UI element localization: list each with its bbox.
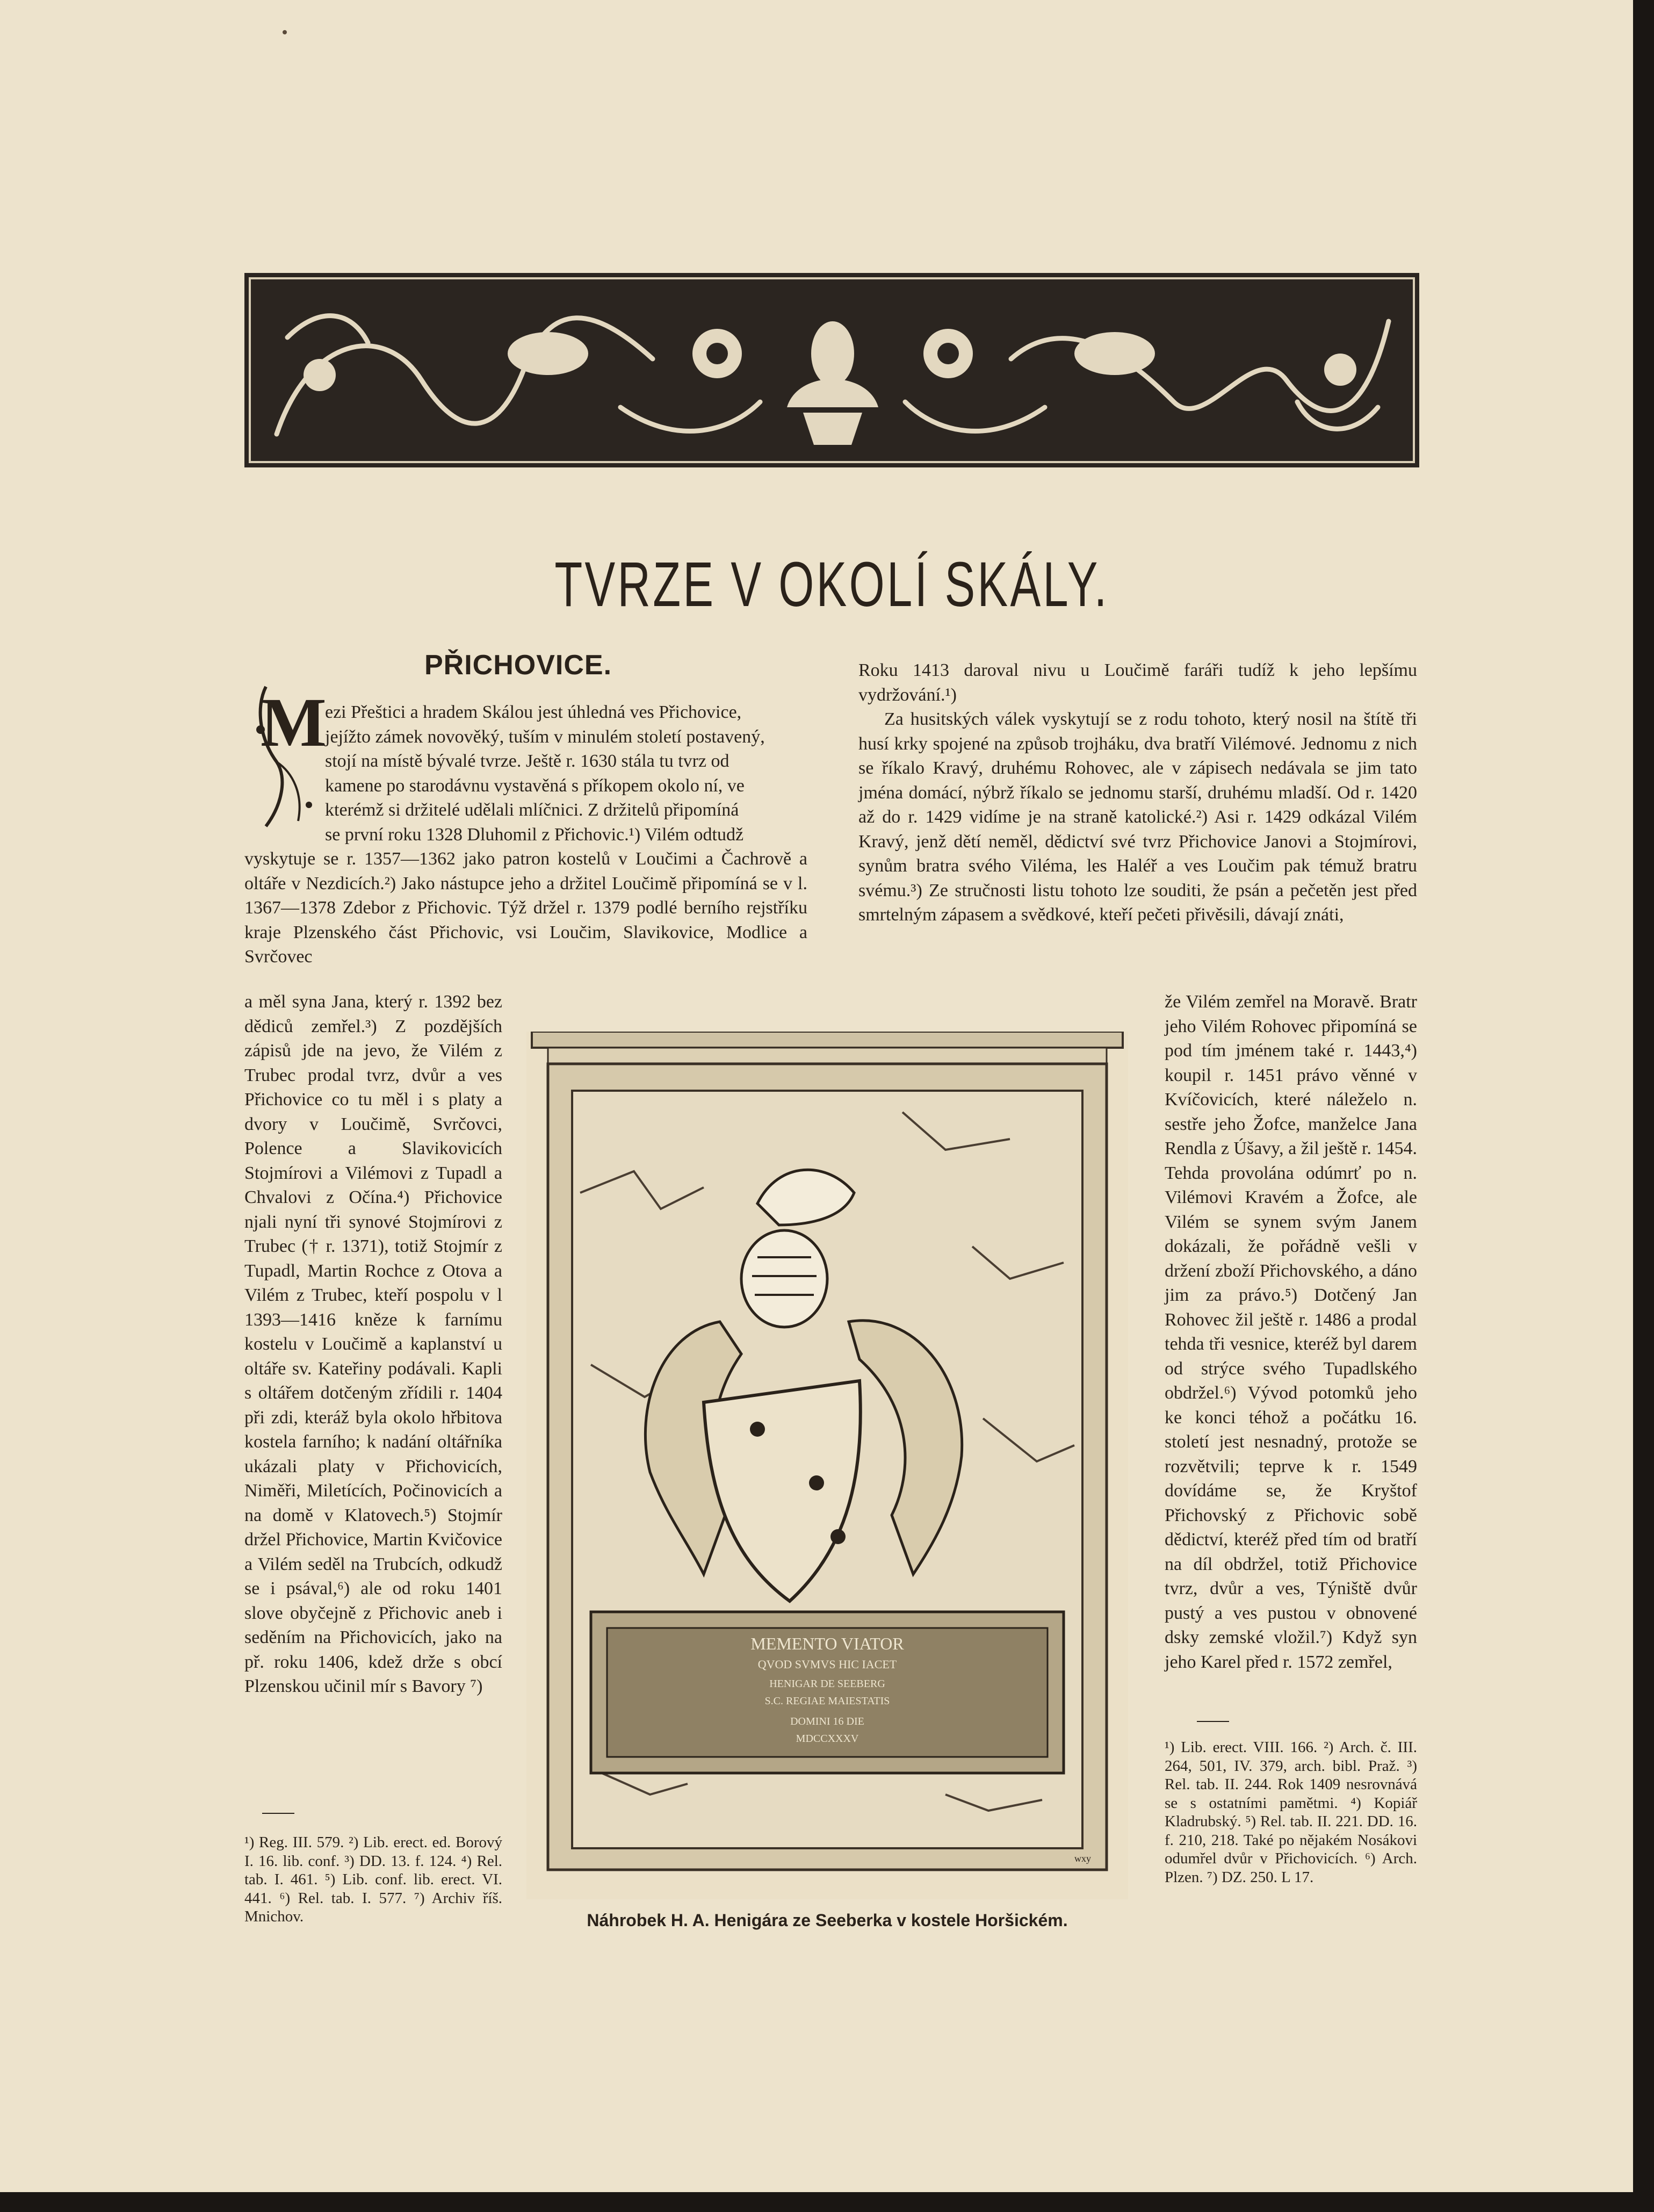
indented-line: stojí na místě bývalé tvrze. Ještě r. 1630 stála tu tvrz od bbox=[325, 751, 730, 771]
indented-line: ezi Přeštici a hradem Skálou jest úhledná ves Přichovice, bbox=[325, 702, 742, 722]
right-column-top bbox=[858, 658, 1417, 927]
inscription-line: S.C. REGIAE MAIESTATIS bbox=[764, 1695, 890, 1707]
left-column-narrow bbox=[244, 990, 502, 1699]
ornamental-header-banner bbox=[244, 273, 1419, 467]
artist-signature: wxy bbox=[1074, 1853, 1091, 1864]
inscription-line: HENIGAR DE SEEBERG bbox=[769, 1678, 885, 1690]
indented-line: jejížto zámek novověký, tuším v minulém století postavený, bbox=[325, 726, 765, 747]
footnotes-left bbox=[244, 1833, 502, 1926]
footnote-rule-left bbox=[262, 1813, 294, 1814]
inscription-line: DOMINI 16 DIE bbox=[790, 1716, 864, 1727]
figure-caption: Náhrobek H. A. Henigára ze Seeberka v kostele Horšickém. bbox=[587, 1911, 1068, 1930]
speck bbox=[283, 30, 287, 34]
paragraph: Roku 1413 daroval nivu u Loučimě faráři tudíž k jeho lepšímu vydržování.¹) bbox=[858, 660, 1417, 705]
inscription-line: QVOD SVMVS HIC IACET bbox=[757, 1658, 897, 1671]
section-heading: PŘICHOVICE. bbox=[424, 650, 612, 681]
paragraph: Za husitských válek vyskytují se z rodu tohoto, který nosil na štítě tři husí krky spojené na způsob trojháku, dva bratří Vilémové. Jednomu z nich se říkalo Kravý, druhému Rohovec, ale v zápisech nedávala se jim tato jména domácí, nýbrž říkalo se jednomu starší, druhému mladší. Od r. 1420 až do r. 1429 vidíme je na straně katolické.²) Asi r. 1429 odkázal Vilém Kravý, jenž dětí neměl, dědictví své tvrz Přichovice Janovi a Stojmírovi, synům bratra svého Viléma, les Haléř a ves Loučim pak témuž bratru svému.³) Ze stručnosti listu tohoto lze souditi, že psán a pečetěn jest před smrtelným zápasem a svědkové, kteří pečeti přivěsili, dávají znáti, bbox=[858, 709, 1417, 925]
footnote-rule-right bbox=[1197, 1721, 1229, 1722]
footnote-text: ¹) Reg. III. 579. ²) Lib. erect. ed. Borový I. 16. lib. conf. ³) DD. 13. f. 124. ⁴) Rel. tab. I. 461. ⁵) Lib. conf. lib. erect. VI. 441. ⁶) Rel. tab. I. 577. ⁷) Archiv říš. Mnichov. bbox=[244, 1834, 502, 1925]
paragraph: a měl syna Jana, který r. 1392 bez dědiců zemřel.³) Z pozdějších zápisů jde na jevo, že Vilém z Trubec prodal tvrz, dvůr a ves Přichovice co tu měl i s platy a dvory v Loučimě, Svrčovci, Polence a Slavikovicích Stojmírovi a Vilémovi z Tupadl a Chvalovi z Očína.⁴) Přichovice njali nyní tři synové Stojmírovi z Trubec († r. 1371), totiž Stojmír z Tupadl, Martin Rochce z Otova a Vilém z Trubec, kteří pospolu v l 1393—1416 kněze k farnímu kostelu v Loučimě a kaplanství u oltáře sv. Kateřiny podávali. Kapli s oltářem dotčeným zřídili r. 1404 při zdi, kteráž byla okolo hřbitova kostela farního; k nadání oltářníka ukázali platy v Přichovicích, Niměři, Miletících, Počinovicích a na domě v Klatovech.⁵) Stojmír držel Přichovice, Martin Kvičovice a Vilém seděl na Trubcích, odkudž se i psával,⁶) ale od roku 1401 slove obyčejně z Přichovic aneb i seděním na Přichovicích, jako na př. roku 1406, kdež drže s obcí Plzenskou učinil mír s Bavory ⁷) bbox=[244, 992, 502, 1696]
initial-glyph: M bbox=[261, 684, 327, 761]
paragraph: že Vilém zemřel na Moravě. Bratr jeho Vilém Rohovec připomíná se pod tím jménem také r. 1443,⁴) koupil r. 1451 právo věnné v Kvíčovicích, které náleželo n. sestře jeho Žofce, manželce Jana Rendla z Úšavy, a žil ještě r. 1454. Tehda provolána odúmrť po n. Vilémovi Kravém a Žofce, ale Vilém se synem svým Janem dokázali, že pořádně vešli v držení zboží Přichovského, a dáno jim za právo.⁵) Dotčený Jan Rohovec žil ještě r. 1486 a prodal tehda tři vesnice, kteréž byl darem od strýce svého Tupadlského obdržel.⁶) Vývod potomků jeho ke konci téhož a počátku 16. století jest nesnadný, protože se rozvětvili; teprve k r. 1549 dovídáme se, že Kryštof Přichovský z Přichovic sobě dědictví, kteréž před tím od bratří na díl obdržel, totiž Přichovice tvrz, dvůr a ves, Týniště dvůr pustý a ves pustou v obnovené dsky zemské vložil.⁷) Když syn jeho Karel před r. 1572 zemřel, bbox=[1165, 992, 1417, 1672]
tombstone-illustration bbox=[526, 1032, 1128, 1899]
left-column-top bbox=[244, 700, 807, 969]
page-title: TVRZE V OKOLÍ SKÁLY. bbox=[554, 549, 1109, 620]
footnotes-right bbox=[1165, 1738, 1417, 1886]
indented-line: kamene po starodávnu vystavěná s příkopem okolo ní, ve bbox=[325, 775, 745, 796]
inscription-line: MDCCXXXV bbox=[796, 1733, 859, 1745]
footnote-text: ¹) Lib. erect. VIII. 166. ²) Arch. č. III. 264, 501, IV. 379, arch. bibl. Praž. ³) Rel. tab. II. 244. Rok 1409 nesrovnává se s ostatními pamětmi. ⁴) Kopiář Kladrubský. ⁵) Rel. tab. II. 221. DD. 16. f. 210, 218. Také po nějakém Nosákovi odumřel dvůr v Přichovicích. ⁶) Arch. Plzen. ⁷) DZ. 250. L 17. bbox=[1165, 1739, 1417, 1886]
paragraph-continuation: vyskytuje se r. 1357—1362 jako patron kostelů v Loučimi a Čachrově a oltáře v Nezdicích.²) Jako nástupce jeho a držitel Loučimě připomíná se v l. 1367—1378 Zdebor z Přichovic. Týž držel r. 1379 podlé berního rejstříku kraje Plzenského část Přichovic, vsi Loučim, Slavikovice, Modlice a Svrčovec bbox=[244, 849, 807, 967]
indented-line: kterémž si držitelé udělali mlíčnici. Z držitelů připomíná bbox=[325, 800, 739, 820]
indented-line: se první roku 1328 Dluhomil z Přichovic.¹) Vilém odtudž bbox=[325, 824, 744, 845]
right-column-narrow bbox=[1165, 990, 1417, 1674]
inscription-line: MEMENTO VIATOR bbox=[750, 1634, 904, 1653]
